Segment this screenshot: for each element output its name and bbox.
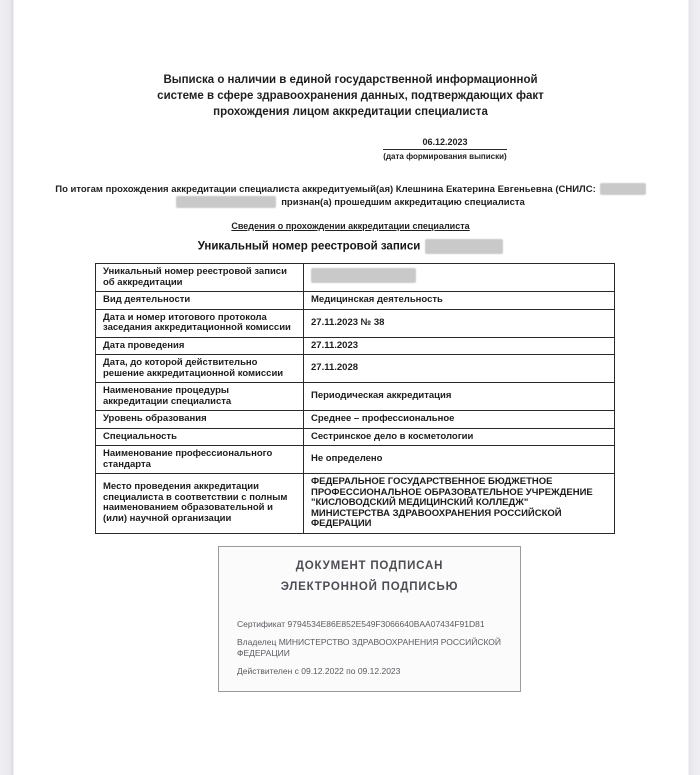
title-line-2: системе в сфере здравоохранения данных, подтверждающих факт	[157, 90, 544, 102]
row-value: Не определено	[304, 446, 615, 474]
registry-number-line	[14, 239, 687, 254]
row-label: Дата и номер итогового протокола заседания аккредитационной комиссии	[96, 309, 304, 337]
redacted-registry-number	[425, 239, 503, 254]
document-body	[14, 0, 687, 692]
intro-line-1	[14, 183, 687, 196]
redacted-accreditation-number	[311, 268, 416, 283]
table-row	[96, 428, 615, 446]
row-value: 27.11.2023 № 38	[304, 309, 615, 337]
row-label: Специальность	[96, 428, 304, 446]
row-label: Вид деятельности	[96, 292, 304, 310]
formation-date: 06.12.2023	[383, 137, 507, 150]
title-line-1: Выписка о наличии в единой государственной информационной	[163, 74, 538, 86]
table-row	[96, 355, 615, 383]
row-value: ФЕДЕРАЛЬНОЕ ГОСУДАРСТВЕННОЕ БЮДЖЕТНОЕ ПРОФЕССИОНАЛЬНОЕ ОБРАЗОВАТЕЛЬНОЕ УЧРЕЖДЕНИЕ "КИСЛОВОДСКИЙ МЕДИЦИНСКИЙ КОЛЛЕДЖ" МИНИСТЕРСТВА ЗДРАВООХРАНЕНИЯ РОССИЙСКОЙ ФЕДЕРАЦИИ	[304, 474, 615, 534]
registry-number-label: Уникальный номер реестровой записи	[197, 240, 421, 253]
row-value	[304, 264, 615, 292]
certificate-value: 9794534E86E852E549F3066640BAA07434F91D81	[287, 618, 485, 629]
row-label: Дата проведения	[96, 337, 304, 355]
accreditation-table	[95, 263, 615, 534]
certificate-line	[237, 619, 502, 630]
electronic-signature-block	[218, 546, 521, 692]
row-label: Наименование процедуры аккредитации специалиста	[96, 383, 304, 411]
row-value: 27.11.2028	[304, 355, 615, 383]
row-label: Уникальный номер реестровой записи об аккредитации	[96, 264, 304, 292]
row-value: Периодическая аккредитация	[304, 383, 615, 411]
table-row	[96, 411, 615, 429]
validity-line: Действителен с 09.12.2022 по 09.12.2023	[237, 665, 401, 676]
redacted-snils-continued	[176, 196, 276, 208]
table-row	[96, 337, 615, 355]
signature-title-line-1: ДОКУМЕНТ ПОДПИСАН	[295, 559, 444, 572]
table-row	[96, 446, 615, 474]
intro-paragraph	[14, 183, 687, 209]
table-row	[96, 264, 615, 292]
row-label: Дата, до которой действительно решение аккредитационной комиссии	[96, 355, 304, 383]
row-value: 27.11.2023	[304, 337, 615, 355]
formation-date-block	[383, 137, 507, 161]
redacted-snils-number	[600, 183, 646, 195]
page-edge-right	[688, 0, 700, 775]
table-row	[96, 292, 615, 310]
formation-date-caption: (дата формирования выписки)	[383, 152, 507, 161]
intro-line-1-text: По итогам прохождения аккредитации специалиста аккредитуемый(ая) Клешнина Екатерина Евгеньевна (СНИЛС:	[55, 184, 596, 195]
row-value: Сестринское дело в косметологии	[304, 428, 615, 446]
certificate-label: Сертификат	[237, 618, 286, 629]
owner-line	[237, 637, 502, 659]
page-edge-left	[0, 0, 14, 775]
row-value: Среднее – профессиональное	[304, 411, 615, 429]
row-label: Уровень образования	[96, 411, 304, 429]
table-row	[96, 474, 615, 534]
intro-line-2-text: признан(а) прошедшим аккредитацию специалиста	[281, 197, 525, 208]
table-row	[96, 383, 615, 411]
signature-title-line-2: ЭЛЕКТРОННОЙ ПОДПИСЬЮ	[280, 580, 459, 593]
row-label: Место проведения аккредитации специалиста в соответствии с полным наименованием образовательной и (или) научной организации	[96, 474, 304, 534]
title-line-3: прохождения лицом аккредитации специалиста	[213, 106, 488, 118]
page-title	[14, 72, 687, 120]
owner-label: Владелец	[237, 636, 277, 647]
row-value: Медицинская деятельность	[304, 292, 615, 310]
row-label: Наименование профессионального стандарта	[96, 446, 304, 474]
intro-line-2	[14, 196, 687, 209]
section-heading: Сведения о прохождении аккредитации специалиста	[231, 221, 470, 231]
owner-value: МИНИСТЕРСТВО ЗДРАВООХРАНЕНИЯ РОССИЙСКОЙ ФЕДЕРАЦИИ	[237, 636, 502, 658]
table-row	[96, 309, 615, 337]
